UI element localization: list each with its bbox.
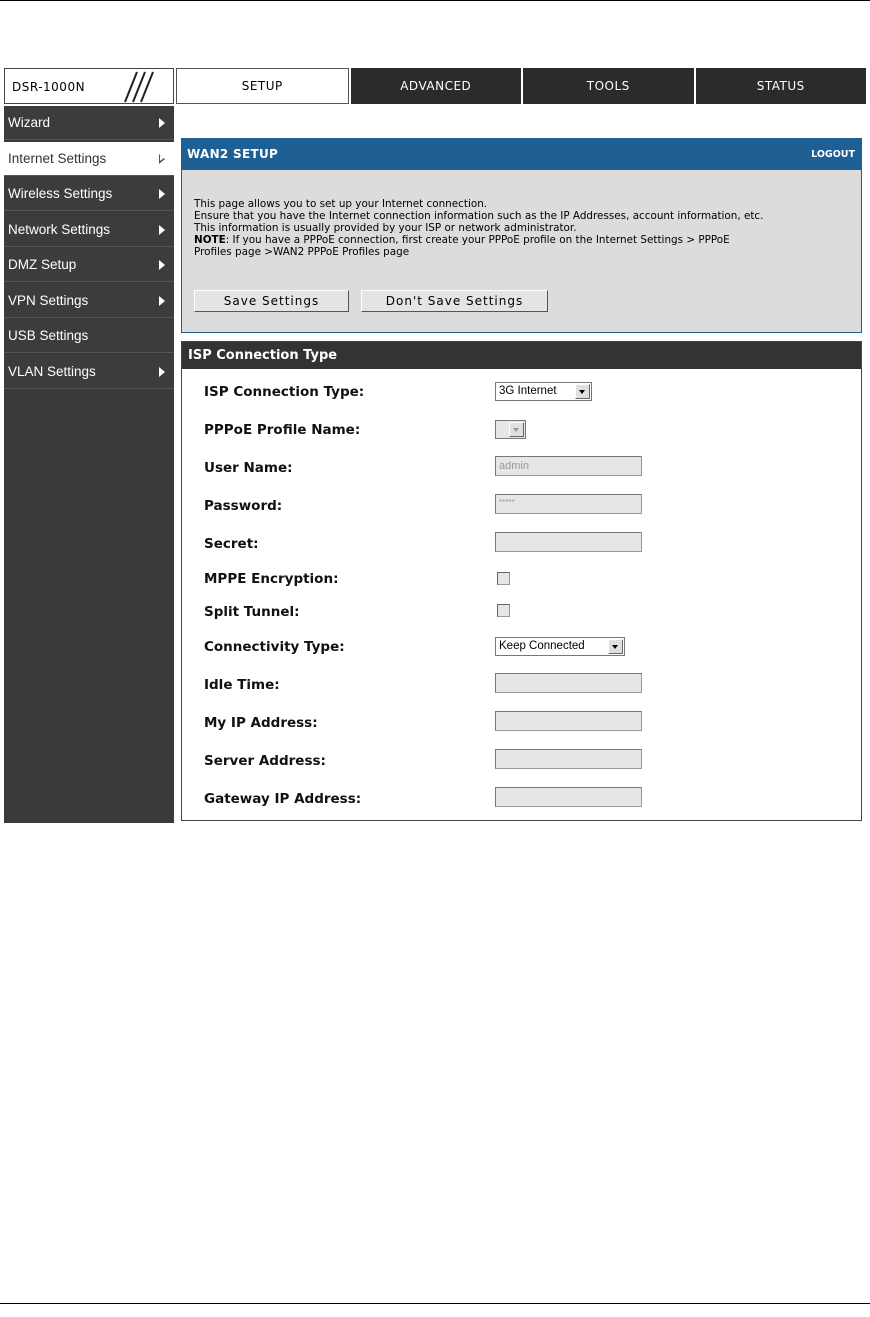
sidebar-item-usb-settings[interactable] <box>4 319 174 353</box>
sidebar-item-label: Internet Settings <box>8 150 107 166</box>
connectivity-type-label: Connectivity Type: <box>204 639 345 655</box>
password-field[interactable]: ***** <box>495 494 642 514</box>
select-value: Keep Connected <box>499 640 585 652</box>
description-line: This information is usually provided by your ISP or network administrator. <box>194 222 577 234</box>
chevron-right-icon <box>159 367 165 377</box>
isp-header-bar <box>182 342 861 369</box>
main-nav <box>176 68 866 104</box>
note-label: NOTE <box>194 234 226 246</box>
server-address-field[interactable] <box>495 749 642 769</box>
chevron-right-outline-icon <box>159 154 165 164</box>
pppoe-profile-name-label: PPPoE Profile Name: <box>204 422 361 438</box>
page-title: WAN2 SETUP <box>187 147 279 161</box>
user-name-field[interactable]: admin <box>495 456 642 476</box>
chevron-down-icon <box>608 639 623 654</box>
setup-description <box>194 198 860 258</box>
user-name-label: User Name: <box>204 460 293 476</box>
sidebar-item-label: DMZ Setup <box>8 257 77 272</box>
tab-status[interactable]: STATUS <box>694 68 867 104</box>
my-ip-address-field[interactable] <box>495 711 642 731</box>
split-tunnel-label: Split Tunnel: <box>204 604 300 620</box>
sidebar-item-label: USB Settings <box>8 328 89 343</box>
model-name: DSR-1000N <box>12 80 86 94</box>
tab-setup[interactable]: SETUP <box>176 68 349 104</box>
select-value: 3G Internet <box>499 385 557 397</box>
chevron-right-icon <box>159 225 165 235</box>
tab-advanced[interactable]: ADVANCED <box>349 68 522 104</box>
note-text: : If you have a PPPoE connection, first create your PPPoE profile on the Internet Settings > PPPoE <box>225 234 730 246</box>
idle-time-label: Idle Time: <box>204 677 280 693</box>
page-bottom-rule <box>0 1303 870 1304</box>
chevron-right-icon <box>159 118 165 128</box>
mppe-encryption-checkbox[interactable] <box>497 572 510 585</box>
chevron-right-icon <box>159 189 165 199</box>
isp-connection-panel <box>181 341 862 821</box>
note-line <box>194 234 860 246</box>
logout-link[interactable]: LOGOUT <box>811 149 855 160</box>
isp-connection-type-select[interactable] <box>495 382 592 401</box>
sidebar-item-vlan-settings[interactable] <box>4 355 174 389</box>
isp-connection-type-label: ISP Connection Type: <box>204 384 365 400</box>
chevron-down-icon <box>509 422 524 437</box>
gateway-ip-address-label: Gateway IP Address: <box>204 791 362 807</box>
description-line: Ensure that you have the Internet connection information such as the IP Addresses, account information, etc. <box>194 210 764 222</box>
slashes-logo-icon <box>115 71 159 103</box>
sidebar-item-label: Network Settings <box>8 221 111 237</box>
connectivity-type-select[interactable] <box>495 637 625 656</box>
page-top-rule <box>0 0 870 1</box>
dont-save-settings-button[interactable]: Don't Save Settings <box>361 290 548 312</box>
split-tunnel-checkbox[interactable] <box>497 604 510 617</box>
sidebar-item-wizard[interactable] <box>4 106 174 140</box>
sidebar-item-vpn-settings[interactable] <box>4 284 174 318</box>
sidebar-item-network-settings[interactable] <box>4 213 174 247</box>
tab-tools[interactable]: TOOLS <box>521 68 694 104</box>
section-title: ISP Connection Type <box>188 348 338 363</box>
sidebar-item-internet-settings[interactable] <box>4 142 174 176</box>
setup-header-bar <box>182 139 861 170</box>
chevron-right-icon <box>159 260 165 270</box>
chevron-down-icon <box>575 384 590 399</box>
save-settings-button[interactable]: Save Settings <box>194 290 349 312</box>
description-line: This page allows you to set up your Internet connection. <box>194 198 488 210</box>
secret-label: Secret: <box>204 536 259 552</box>
sidebar <box>4 106 174 823</box>
chevron-right-icon <box>159 296 165 306</box>
sidebar-item-label: VLAN Settings <box>8 363 96 379</box>
description-line: Profiles page >WAN2 PPPoE Profiles page <box>194 246 410 258</box>
sidebar-item-dmz-setup[interactable] <box>4 248 174 282</box>
password-label: Password: <box>204 498 283 514</box>
idle-time-field[interactable] <box>495 673 642 693</box>
model-logo <box>4 68 174 104</box>
secret-field[interactable] <box>495 532 642 552</box>
sidebar-item-label: Wireless Settings <box>8 186 113 201</box>
server-address-label: Server Address: <box>204 753 326 769</box>
gateway-ip-address-field[interactable] <box>495 787 642 807</box>
sidebar-item-label: Wizard <box>8 115 51 130</box>
sidebar-item-label: VPN Settings <box>8 292 89 308</box>
sidebar-item-wireless-settings[interactable] <box>4 177 174 211</box>
my-ip-address-label: My IP Address: <box>204 715 318 731</box>
mppe-encryption-label: MPPE Encryption: <box>204 571 339 587</box>
pppoe-profile-name-select[interactable] <box>495 420 526 439</box>
